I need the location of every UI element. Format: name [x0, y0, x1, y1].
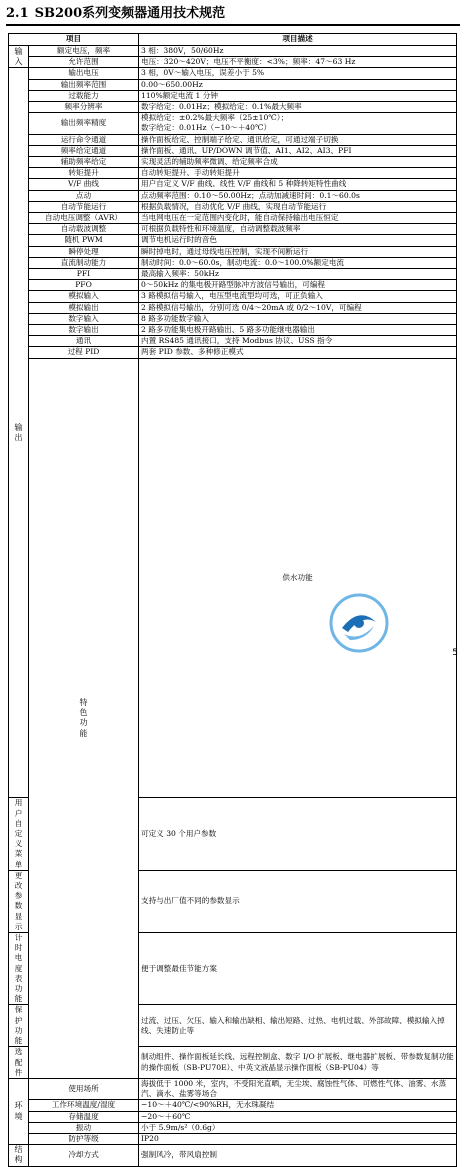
item-cell: 防护等级 [29, 1133, 139, 1144]
table-row [9, 201, 457, 212]
page-number: 5 [452, 648, 458, 658]
table-row [9, 113, 457, 134]
description-cell: IP20 [139, 1133, 457, 1144]
item-cell: 计时电度表功能 [9, 933, 29, 1005]
description-cell: 过流、过压、欠压、输入和输出缺相、输出短路、过热、电机过载、外部故障、模拟输入掉线、失速防止等 [139, 1005, 457, 1047]
description-cell: 可定义 30 个用户参数 [139, 798, 457, 870]
description-cell: 模拟给定：±0.2%最大频率（25±10℃）； 数字给定：0.01Hz（−10～＋40℃） [139, 113, 457, 134]
table-row [9, 1133, 457, 1144]
description-cell: 2 路模拟信号输出，分别可选 0/4～20mA 或 0/2～10V，可编程 [139, 302, 457, 313]
item-cell: 辅助频率给定 [29, 157, 139, 168]
table-row [9, 46, 457, 57]
table-row [9, 313, 457, 324]
table-row [9, 291, 457, 302]
table-row [9, 269, 457, 280]
category-char: 输 [14, 46, 23, 56]
item-cell: 瞬停处理 [29, 246, 139, 257]
description-cell: 自动转矩提升、手动转矩提升 [139, 168, 457, 179]
item-cell: 数字输入 [29, 313, 139, 324]
category-char: 特 [79, 697, 88, 707]
table-row [9, 1100, 457, 1111]
table-row [9, 68, 457, 79]
description-cell: 3 相，0V～输入电压，误差小于 5% [139, 68, 457, 79]
table-row [9, 102, 457, 113]
item-cell: 工作环境温度/湿度 [29, 1100, 139, 1111]
table-row [9, 57, 457, 68]
category-char: 能 [79, 728, 88, 738]
section-number: 2.1 [6, 6, 29, 21]
table-row [9, 235, 457, 246]
description-cell: 强制风冷，带风扇控制 [139, 1145, 457, 1166]
description-cell: −20～＋60℃ [139, 1111, 457, 1122]
item-cell: 输出频率范围 [29, 79, 139, 90]
table-row [9, 179, 457, 190]
description-cell: 实现灵活的辅助频率微调、给定频率合成 [139, 157, 457, 168]
table-row [9, 168, 457, 179]
table-row [9, 325, 457, 336]
item-cell: 自动载波调整 [29, 224, 139, 235]
item-cell: 允许范围 [29, 57, 139, 68]
description-cell: 制动时间：0.0～60.0s，制动电流：0.0～100.0%额定电流 [139, 257, 457, 268]
description-cell: 操作面板给定、控制端子给定、通讯给定，可通过端子切换 [139, 134, 457, 145]
category-char: 功 [79, 718, 88, 728]
description-cell: 110%额定电流 1 分钟 [139, 90, 457, 101]
item-cell: 供水功能 [139, 358, 457, 798]
category-char: 入 [14, 56, 23, 66]
description-cell: 8 路多功能数字输入 [139, 313, 457, 324]
item-cell: 自动电压调整（AVR） [29, 213, 139, 224]
description-cell: 操作面板、通讯、UP/DOWN 调节值、AI1、AI2、AI3、PFI [139, 145, 457, 156]
table-row [9, 157, 457, 168]
category-char: 结 [14, 1145, 23, 1155]
item-cell: 自动节能运行 [29, 201, 139, 212]
item-cell: 选配件 [9, 1047, 29, 1079]
item-cell: PFI [29, 269, 139, 280]
table-row [9, 347, 457, 358]
table-row [9, 1078, 457, 1099]
item-cell: 随机 PWM [29, 235, 139, 246]
description-cell: −10～＋40℃/<90%RH，无水珠凝结 [139, 1100, 457, 1111]
header-desc: 项目描述 [139, 34, 457, 46]
table-row [9, 1111, 457, 1122]
category-char: 出 [14, 432, 23, 442]
description-cell: 点动频率范围：0.10～50.00Hz；点动加减速时间：0.1～60.0s [139, 190, 457, 201]
table-row [9, 302, 457, 313]
category-char: 构 [14, 1155, 23, 1165]
table-row [9, 134, 457, 145]
item-cell: 振动 [29, 1122, 139, 1133]
item-cell: 过载能力 [29, 90, 139, 101]
table-row [9, 1122, 457, 1133]
item-cell: 过程 PID [29, 347, 139, 358]
table-row [9, 358, 457, 798]
logo-center [354, 618, 364, 628]
item-cell: 数字输出 [29, 325, 139, 336]
item-cell: 存储温度 [29, 1111, 139, 1122]
item-cell: 输出电压 [29, 68, 139, 79]
description-cell: 3 相：380V，50/60Hz [139, 46, 457, 57]
item-cell: 冷却方式 [29, 1145, 139, 1166]
description-cell: 0.00～650.00Hz [139, 79, 457, 90]
description-cell: 小于 5.9m/s²（0.6g） [139, 1122, 457, 1133]
description-cell: 根据负载情况，自动优化 V/F 曲线，实现自动节能运行 [139, 201, 457, 212]
category-char: 色 [79, 708, 88, 718]
category-cell [9, 1145, 29, 1166]
category-char: 环 [14, 1101, 23, 1111]
description-cell: 2 路多功能集电极开路输出、5 路多功能继电器输出 [139, 325, 457, 336]
description-cell: 制动组件、操作面板延长线、远程控制盒、数字 I/O 扩展板、继电器扩展板、带参数复制功能的操作面板（SB-PU70E）、中英文液晶显示操作面板（SB-PU04）等 [139, 1047, 457, 1079]
description-cell: 两套 PID 参数、多种修正模式 [139, 347, 457, 358]
table-row [9, 79, 457, 90]
table-row [9, 145, 457, 156]
category-cell [9, 46, 29, 68]
header-item: 项目 [9, 34, 139, 46]
description-cell: 电压：320～420V；电压不平衡度：<3%；频率：47～63 Hz [139, 57, 457, 68]
section-title: SB200系列变频器通用技术规范 [34, 6, 226, 21]
table-row [9, 1145, 457, 1166]
item-cell: 模拟输入 [29, 291, 139, 302]
description-cell: 海拔低于 1000 米，室内，不受阳光直晒，无尘埃、腐蚀性气体、可燃性气体、油雾、水蒸汽、滴水、盐雾等场合 [139, 1078, 457, 1099]
description-cell: 支持与出厂值不同的参数显示 [139, 870, 457, 932]
description-cell: 3 路模拟信号输入，电压型电流型均可选，可正负输入 [139, 291, 457, 302]
item-cell: 模拟输出 [29, 302, 139, 313]
section-heading [6, 4, 460, 26]
category-cell [9, 1078, 29, 1144]
table-row [9, 280, 457, 291]
item-cell: 直流制动能力 [29, 257, 139, 268]
item-cell: 通讯 [29, 336, 139, 347]
description-cell: 可根据负载特性和环境温度，自动调整载波频率 [139, 224, 457, 235]
item-cell: 用户自定义菜单 [9, 798, 29, 870]
item-cell: 运行命令通道 [29, 134, 139, 145]
category-char: 境 [14, 1111, 23, 1121]
item-cell: V/F 曲线 [29, 179, 139, 190]
description-cell: 数字给定：0.01Hz；模拟给定：0.1%最大频率 [139, 102, 457, 113]
table-row [9, 246, 457, 257]
description-cell: 内置 RS485 通讯接口，支持 Modbus 协议、USS 指令 [139, 336, 457, 347]
description-cell: 便于调整最佳节能方案 [139, 933, 457, 1005]
item-cell: 转矩提升 [29, 168, 139, 179]
table-row [9, 190, 457, 201]
item-cell: 更改参数显示 [9, 870, 29, 932]
table-row [9, 224, 457, 235]
table-row [9, 213, 457, 224]
item-cell: 频率分辨率 [29, 102, 139, 113]
item-cell: 保护功能 [9, 1005, 29, 1047]
item-cell: 使用场所 [29, 1078, 139, 1099]
description-cell: 用户自定义 V/F 曲线、线性 V/F 曲线和 5 种降转矩特性曲线 [139, 179, 457, 190]
item-cell: 额定电压，频率 [29, 46, 139, 57]
item-cell: 输出频率精度 [29, 113, 139, 134]
description-cell: 最高输入频率：50kHz [139, 269, 457, 280]
item-cell: PFO [29, 280, 139, 291]
table-row [9, 257, 457, 268]
item-cell: 频率给定通道 [29, 145, 139, 156]
table-row [9, 336, 457, 347]
category-char: 输 [14, 422, 23, 432]
company-logo-icon [328, 592, 390, 654]
table-header-row [9, 34, 457, 46]
description-cell: 当电网电压在一定范围内变化时，能自动保持输出电压恒定 [139, 213, 457, 224]
category-cell [9, 68, 29, 798]
description-cell: 调节电机运行时的音色 [139, 235, 457, 246]
item-cell: 点动 [29, 190, 139, 201]
description-cell: 瞬时掉电时，通过母线电压控制，实现不间断运行 [139, 246, 457, 257]
description-cell: 0～50kHz 的集电极开路型脉冲方波信号输出，可编程 [139, 280, 457, 291]
category-cell [29, 358, 139, 1078]
table-row [9, 90, 457, 101]
